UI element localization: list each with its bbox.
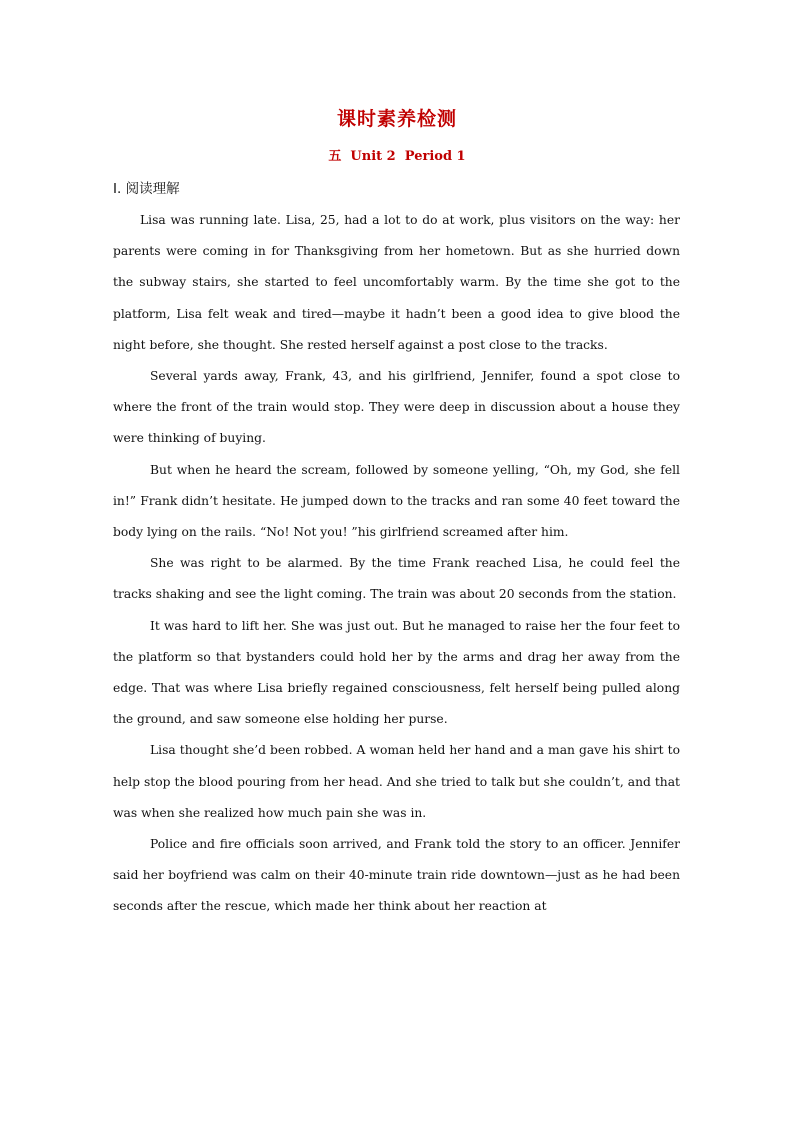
passage-paragraph: It was hard to lift her. She was just out. But he managed to raise her the four feet to the platform so that bystanders could hold her by the arms and drag her away from the edge. That was where Lisa briefly regained consciousness, felt herself being pulled along the ground, and saw someone else holding her purse.	[113, 618, 680, 727]
passage-paragraph: Lisa thought she’d been robbed. A woman held her hand and a man gave his shirt to help stop the blood pouring from her head. And she tried to talk but she couldn’t, and that was when she realized how much pain she was in.	[113, 743, 680, 820]
reading-passage	[113, 205, 680, 923]
section-heading: Ⅰ. 阅读理解	[113, 181, 180, 197]
passage-paragraph: Lisa was running late. Lisa, 25, had a lot to do at work, plus visitors on the way: her parents were coming in for Thanksgiving from her hometown. But as she hurried down the subway stairs, she started to feel uncomfortably warm. By the time she got to the platform, Lisa felt weak and tired—maybe it hadn’t been a good idea to give blood the night before, she thought. She rested herself against a post close to the tracks.	[113, 213, 680, 352]
passage-paragraph: Several yards away, Frank, 43, and his girlfriend, Jennifer, found a spot close to where the front of the train would stop. They were deep in discussion about a house they were thinking of buying.	[113, 369, 680, 446]
unit-subtitle: 五 Unit 2 Period 1	[328, 149, 466, 164]
passage-paragraph: But when he heard the scream, followed by someone yelling, “Oh, my God, she fell in!” Frank didn’t hesitate. He jumped down to the tracks and ran some 40 feet toward the body lying on the rails. “No! Not you! ”his girlfriend screamed after him.	[113, 462, 680, 540]
page-title: 课时素养检测	[336, 108, 457, 130]
passage-paragraph: She was right to be alarmed. By the time Frank reached Lisa, he could feel the tracks shaking and see the light coming. The train was about 20 seconds from the station.	[113, 556, 680, 602]
passage-paragraph: Police and fire officials soon arrived, and Frank told the story to an officer. Jennifer said her boyfriend was calm on their 40-minute train ride downtown—just as he had been seconds after the rescue, which made her think about her reaction at	[113, 837, 680, 914]
